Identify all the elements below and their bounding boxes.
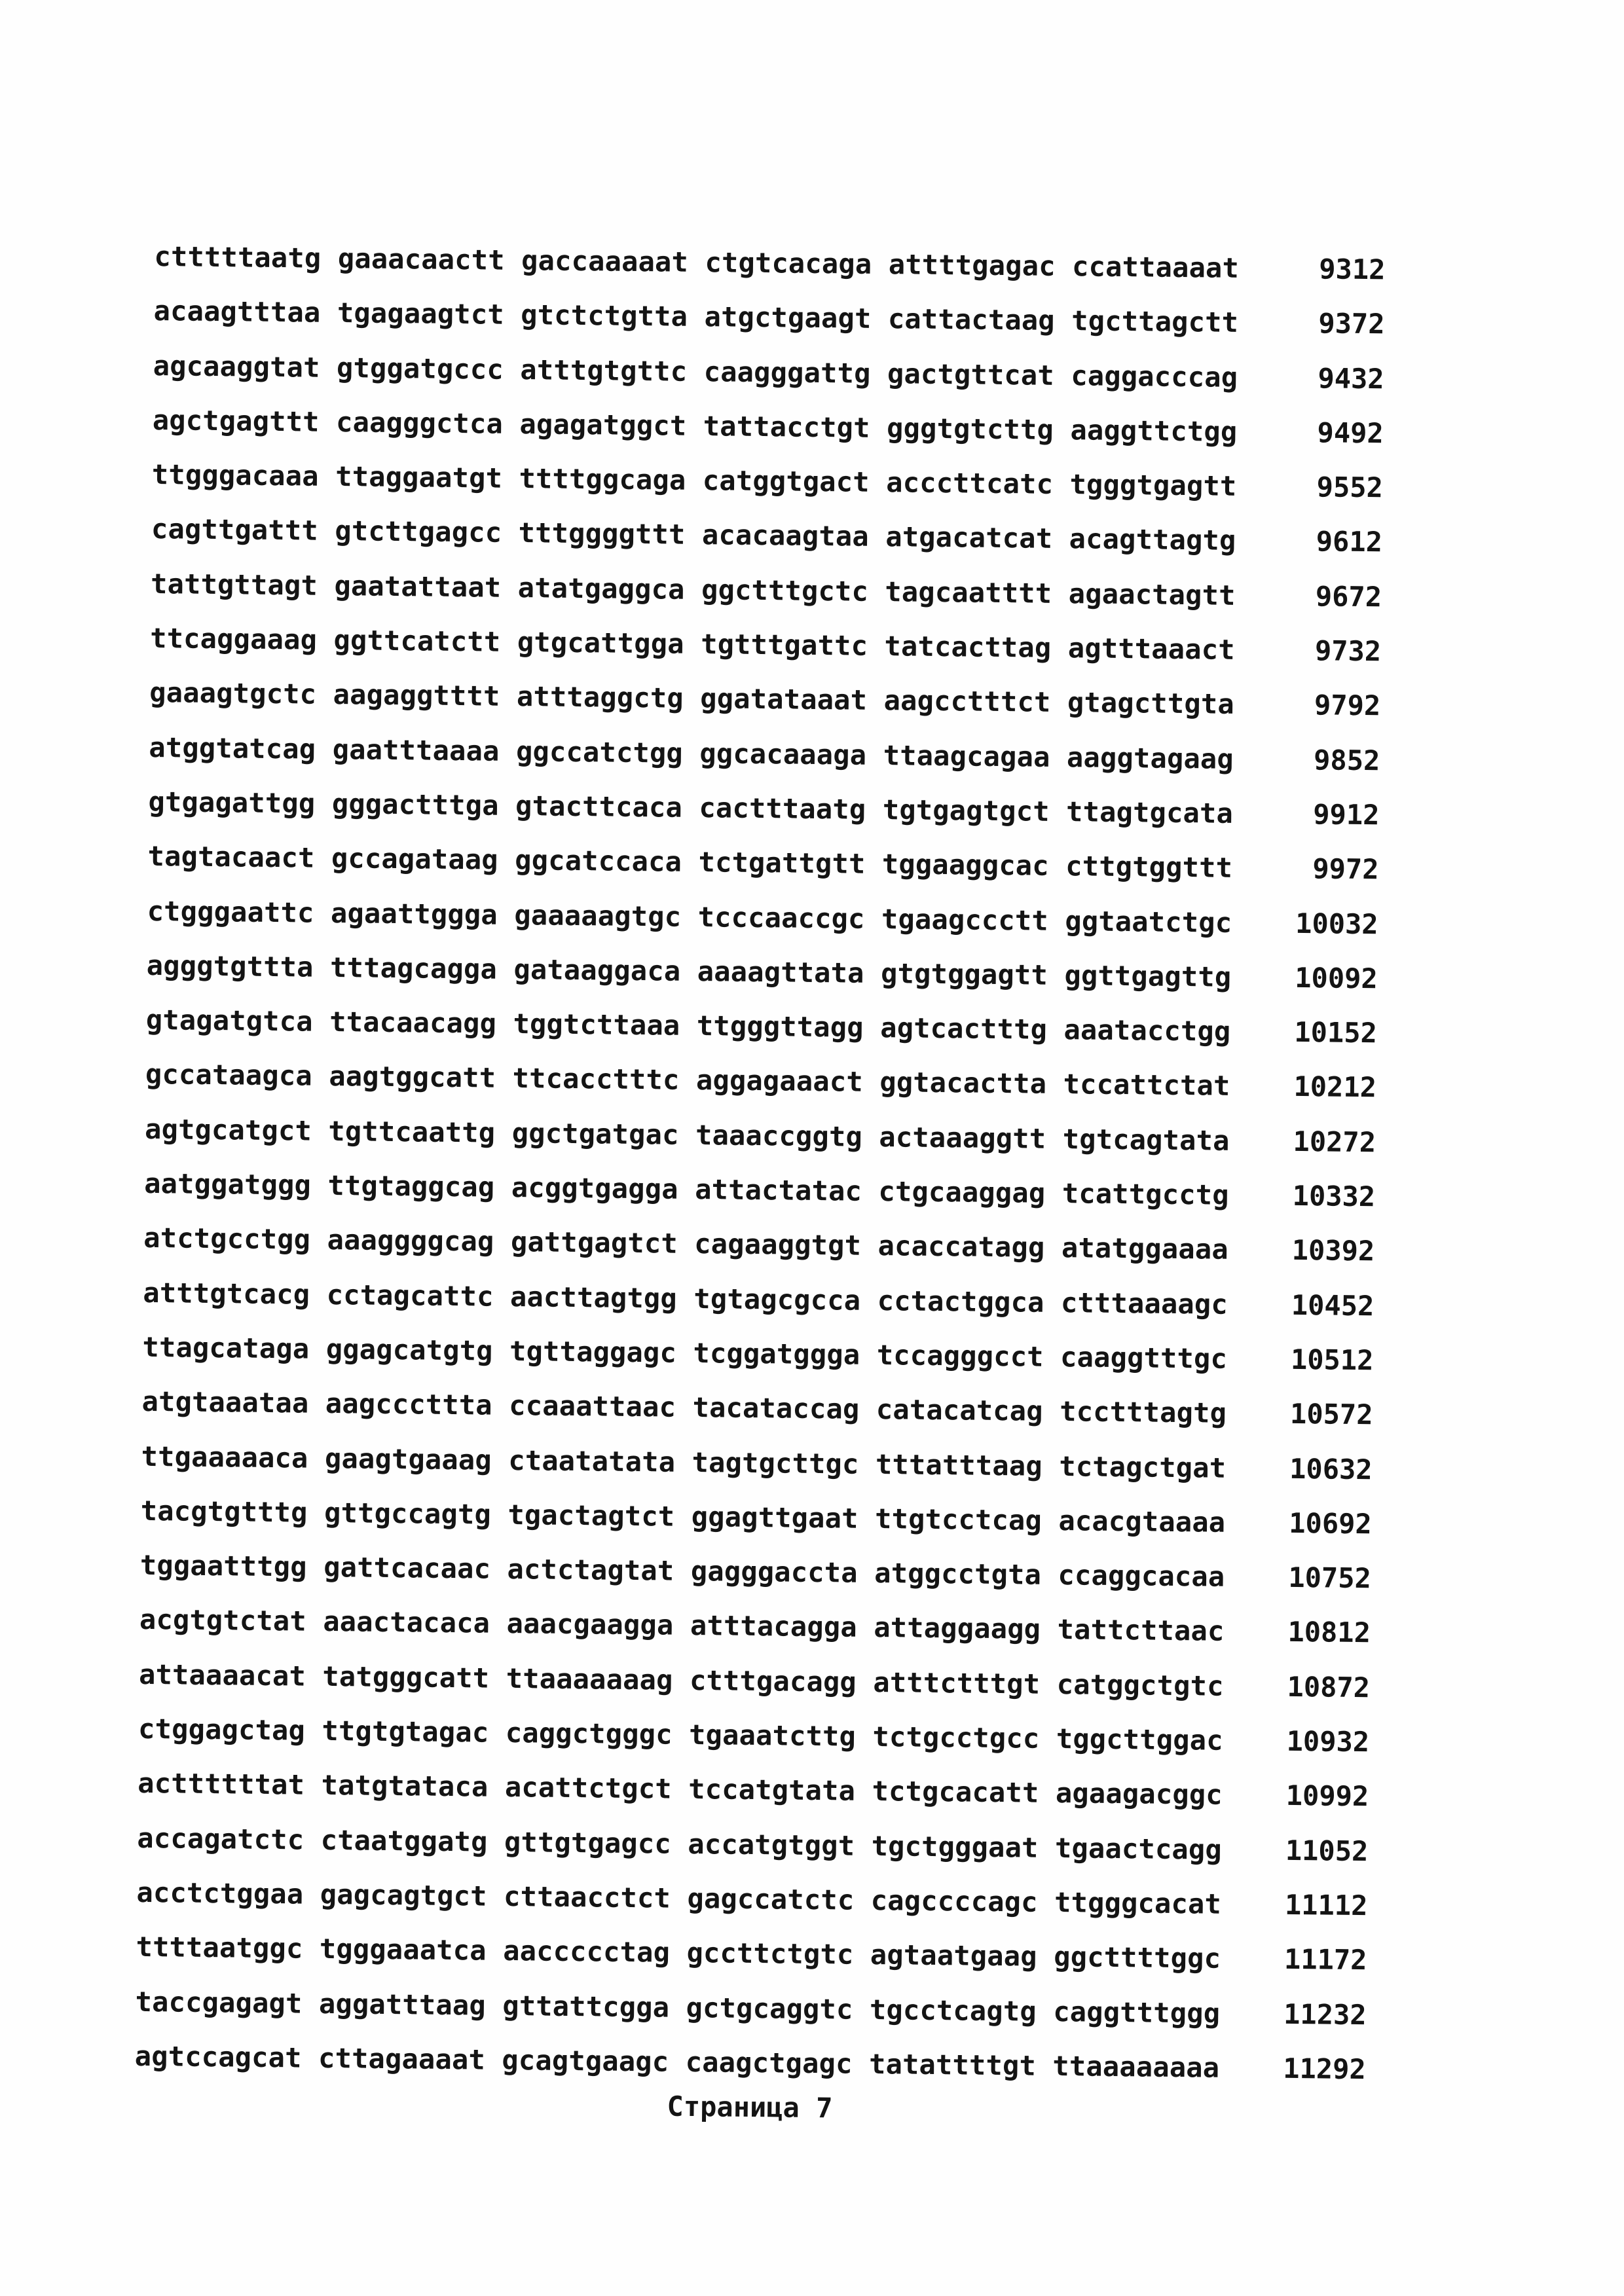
sequence-text: atctgcctgg aaaggggcag gattgagtct cagaaggtgt acaccatagg atatggaaaa bbox=[143, 1222, 1229, 1266]
sequence-text: ctttttaatg gaaacaactt gaccaaaaat ctgtcacaga attttgagac ccattaaaat bbox=[154, 240, 1240, 284]
sequence-text: ttcaggaaag ggttcatctt gtgcattgga tgtttgattc tatcacttag agtttaaact bbox=[149, 622, 1236, 666]
sequence-text: acttttttat tatgtataca acattctgct tccatgtata tctgcacatt agaagacggc bbox=[138, 1767, 1223, 1812]
sequence-text: tacgtgtttg gttgccagtg tgactagtct ggagttgaat ttgtcctcag acacgtaaaa bbox=[140, 1494, 1226, 1539]
sequence-text: cagttgattt gtcttgagcc tttggggttt acacaagtaa atgacatcat acagttagtg bbox=[151, 513, 1236, 557]
sequence-position-number: 9312 bbox=[1319, 253, 1386, 286]
sequence-position-number: 10272 bbox=[1293, 1125, 1376, 1159]
sequence-position-number: 10212 bbox=[1293, 1070, 1377, 1104]
sequence-position-number: 10992 bbox=[1285, 1779, 1369, 1813]
sequence-text: gccataagca aagtggcatt ttcacctttc aggagaaact ggtacactta tccattctat bbox=[145, 1058, 1230, 1102]
sequence-text: accagatctc ctaatggatg gttgtgagcc accatgtggt tgctgggaat tgaactcagg bbox=[137, 1821, 1223, 1866]
sequence-position-number: 9492 bbox=[1317, 416, 1384, 450]
sequence-text: atggtatcag gaatttaaaa ggccatctgg ggcacaaaga ttaagcagaa aaggtagaag bbox=[149, 731, 1234, 775]
sequence-position-number: 10932 bbox=[1286, 1724, 1370, 1758]
sequence-position-number: 9372 bbox=[1318, 307, 1385, 340]
sequence-position-number: 10092 bbox=[1295, 961, 1378, 995]
sequence-position-number: 10392 bbox=[1291, 1234, 1375, 1267]
sequence-position-number: 10032 bbox=[1295, 907, 1378, 940]
page-footer: Страница 7 bbox=[667, 2090, 833, 2124]
sequence-position-number: 11172 bbox=[1283, 1943, 1367, 1977]
sequence-text: acctctggaa gagcagtgct cttaacctct gagccatctc cagccccagc ttgggcacat bbox=[136, 1876, 1222, 1920]
sequence-position-number: 9432 bbox=[1318, 361, 1384, 395]
sequence-position-number: 10872 bbox=[1287, 1670, 1371, 1704]
sequence-text: agtccagcat cttagaaaat gcagtgaagc caagctgagc tatattttgt ttaaaaaaaa bbox=[134, 2039, 1220, 2084]
sequence-text: agcaaggtat gtggatgccc atttgtgttc caagggattg gactgttcat caggacccag bbox=[153, 349, 1238, 393]
sequence-text: gaaagtgctc aagaggtttt atttaggctg ggatataaat aagcctttct gtagcttgta bbox=[149, 676, 1235, 721]
sequence-position-number: 10632 bbox=[1289, 1452, 1373, 1485]
sequence-position-number: 9852 bbox=[1313, 743, 1380, 776]
sequence-position-number: 10752 bbox=[1288, 1561, 1372, 1595]
sequence-text: agctgagttt caagggctca agagatggct tattacctgt gggtgtcttg aaggttctgg bbox=[152, 403, 1238, 448]
sequence-position-number: 9912 bbox=[1313, 798, 1380, 831]
sequence-position-number: 9732 bbox=[1314, 634, 1382, 668]
sequence-position-number: 10692 bbox=[1289, 1506, 1372, 1540]
sequence-text: ttgggacaaa ttaggaatgt ttttggcaga catggtgact acccttcatc tgggtgagtt bbox=[151, 458, 1237, 503]
sequence-text: aatggatggg ttgtaggcag acggtgagga attactatac ctgcaaggag tcattgcctg bbox=[143, 1167, 1230, 1211]
sequence-position-number: 11052 bbox=[1285, 1834, 1369, 1867]
sequence-position-number: 11112 bbox=[1284, 1888, 1368, 1922]
sequence-text: tggaatttgg gattcacaac actctagtat gagggaccta atggcctgta ccaggcacaa bbox=[139, 1549, 1225, 1593]
sequence-position-number: 10572 bbox=[1289, 1398, 1373, 1431]
sequence-position-number: 9792 bbox=[1314, 689, 1381, 722]
sequence-position-number: 10452 bbox=[1291, 1288, 1375, 1322]
sequence-rows bbox=[134, 229, 1386, 2096]
sequence-listing bbox=[134, 229, 1386, 2130]
sequence-position-number: 10812 bbox=[1287, 1616, 1371, 1649]
sequence-text: gtagatgtca ttacaacagg tggtcttaaa ttgggttagg agtcactttg aaatacctgg bbox=[145, 1004, 1231, 1048]
sequence-text: gtgagattgg gggactttga gtacttcaca cactttaatg tgtgagtgct ttagtgcata bbox=[148, 785, 1234, 829]
sequence-text: atttgtcacg cctagcattc aacttagtgg tgtagcgcca cctactggca ctttaaaagc bbox=[143, 1276, 1228, 1321]
sequence-position-number: 10332 bbox=[1292, 1179, 1376, 1213]
sequence-position-number: 9552 bbox=[1316, 471, 1384, 504]
sequence-text: tagtacaact gccagataag ggcatccaca tctgattgtt tggaaggcac cttgtggttt bbox=[147, 840, 1233, 884]
sequence-text: ttagcataga ggagcatgtg tgttaggagc tcggatggga tccagggcct caaggtttgc bbox=[142, 1330, 1228, 1375]
sequence-text: attaaaacat tatgggcatt ttaaaaaaag ctttgacagg atttctttgt catggctgtc bbox=[138, 1658, 1224, 1702]
sequence-position-number: 10512 bbox=[1290, 1343, 1374, 1377]
sequence-position-number: 10152 bbox=[1294, 1016, 1378, 1049]
sequence-text: ctggagctag ttgtgtagac caggctgggc tgaaatcttg tctgcctgcc tggcttggac bbox=[138, 1712, 1223, 1757]
sequence-text: ttgaaaaaca gaagtgaaag ctaatatata tagtgcttgc tttatttaag tctagctgat bbox=[141, 1440, 1227, 1484]
sequence-position-number: 11292 bbox=[1283, 2052, 1366, 2085]
sequence-position-number: 9972 bbox=[1312, 852, 1379, 886]
sequence-text: acgtgtctat aaactacaca aaacgaagga atttacagga attaggaagg tattcttaac bbox=[139, 1603, 1225, 1648]
sequence-position-number: 9612 bbox=[1316, 525, 1383, 558]
sequence-text: ttttaatggc tgggaaatca aaccccctag gccttctgtc agtaatgaag ggcttttggc bbox=[136, 1931, 1221, 1975]
sequence-text: acaagtttaa tgagaagtct gtctctgtta atgctgaagt cattactaag tgcttagctt bbox=[153, 295, 1239, 339]
sequence-text: agtgcatgct tgttcaattg ggctgatgac taaaccggtg actaaaggtt tgtcagtata bbox=[144, 1112, 1230, 1157]
sequence-text: ctgggaattc agaattggga gaaaaagtgc tcccaaccgc tgaagccctt ggtaatctgc bbox=[147, 894, 1232, 939]
sequence-text: tattgttagt gaatattaat atatgaggca ggctttgctc tagcaatttt agaactagtt bbox=[150, 567, 1236, 611]
sequence-position-number: 11232 bbox=[1283, 1997, 1367, 2031]
sequence-text: atgtaaataa aagcccttta ccaaattaac tacataccag catacatcag tcctttagtg bbox=[141, 1385, 1227, 1430]
sequence-text: taccgagagt aggatttaag gttattcgga gctgcaggtc tgcctcagtg caggtttggg bbox=[135, 1985, 1221, 2030]
sequence-text: agggtgttta tttagcagga gataaggaca aaaagttata gtgtggagtt ggttgagttg bbox=[146, 949, 1232, 993]
sequence-position-number: 9672 bbox=[1315, 579, 1382, 613]
